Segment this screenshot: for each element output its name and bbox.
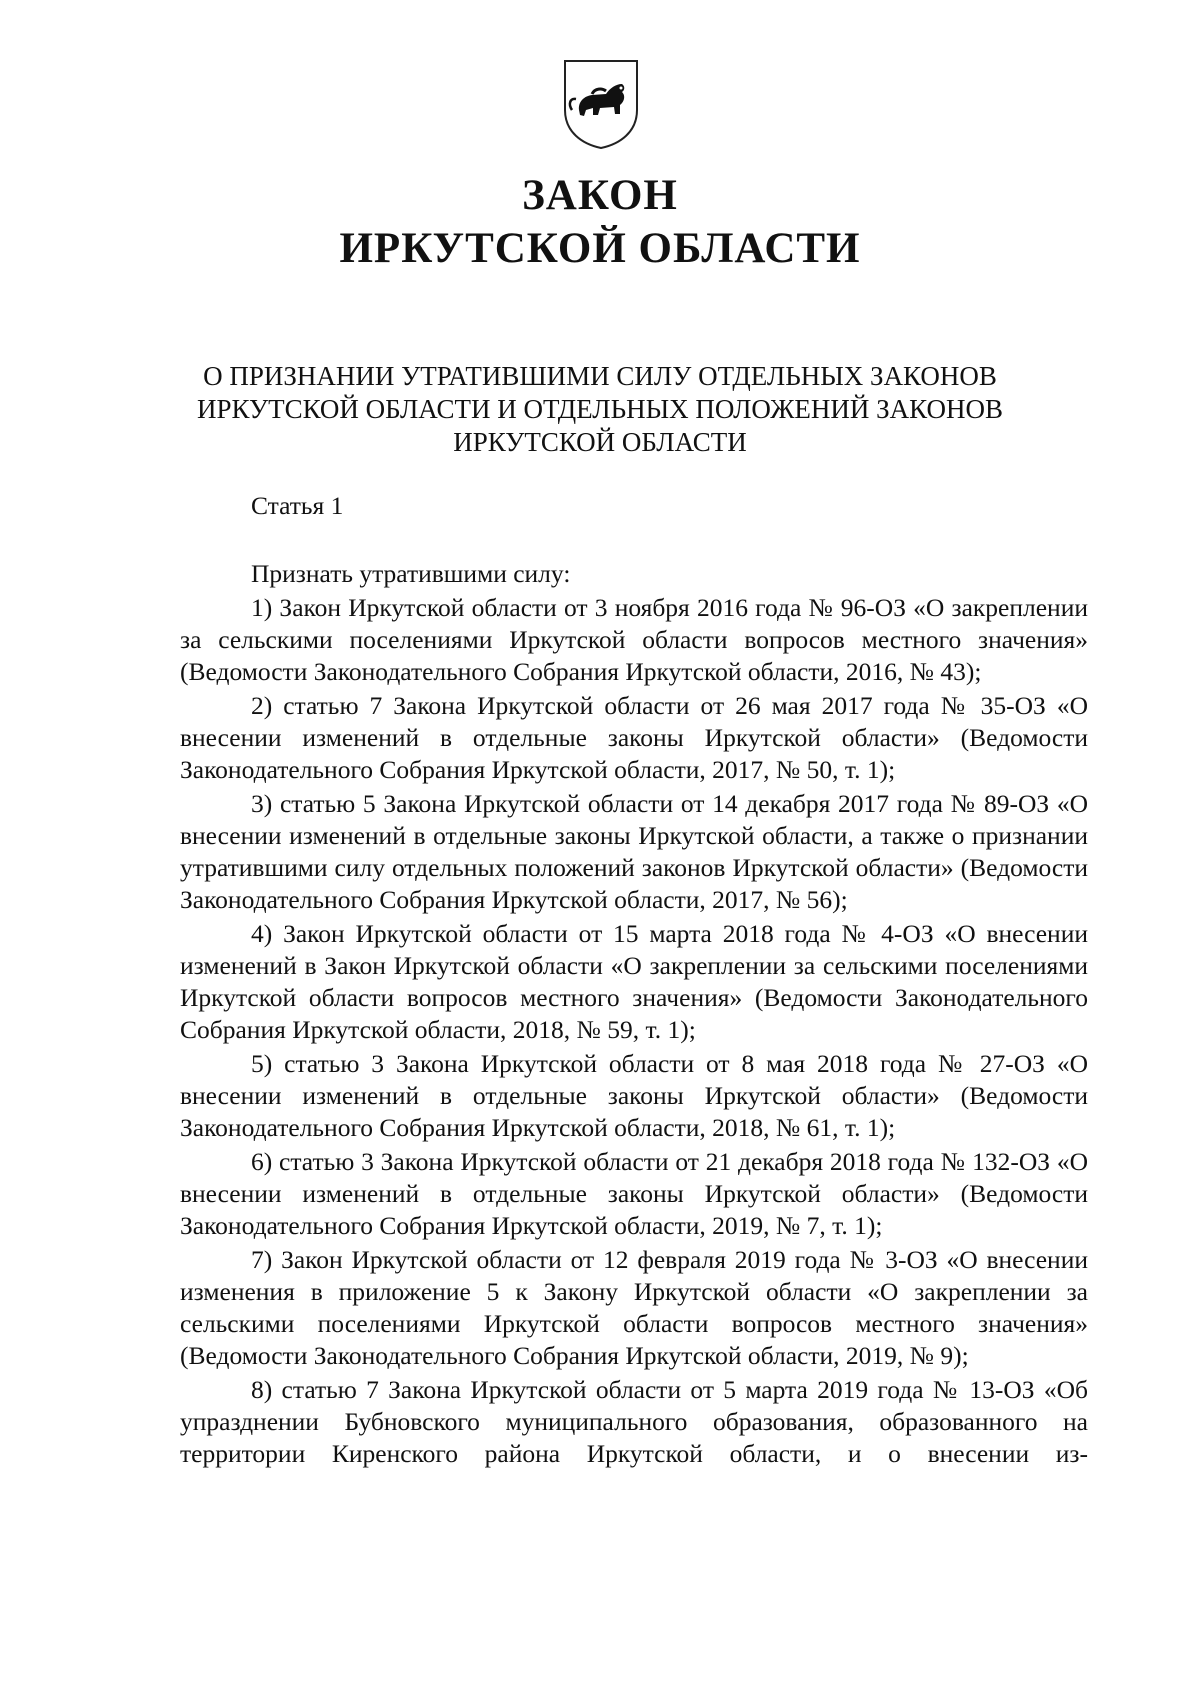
document-subtitle: О ПРИЗНАНИИ УТРАТИВШИМИ СИЛУ ОТДЕЛЬНЫХ ЗАКОНОВ ИРКУТСКОЙ ОБЛАСТИ И ОТДЕЛЬНЫХ ПОЛОЖЕНИЙ ЗАКОНОВ ИРКУТСКОЙ ОБЛАСТИ <box>196 361 1004 457</box>
list-item: 1) Закон Иркутской области от 3 ноября 2016 года № 96-ОЗ «О закреплении за сельскими поселениями Иркутской области вопросов местного значения» (Ведомости Законодательного Собрания Иркутской области, 2016, № 43); <box>180 593 1088 686</box>
article-heading: Статья 1 <box>251 491 344 520</box>
list-item: 2) статью 7 Закона Иркутской области от 26 мая 2017 года № 35-ОЗ «О внесении изменений в отдельные законы Иркутской области» (Ведомости Законодательного Собрания Иркутской области, 2017, № 50, т. 1); <box>180 691 1088 784</box>
region-title: ИРКУТСКОЙ ОБЛАСТИ <box>339 225 861 272</box>
article-body <box>180 558 1088 1470</box>
list-item: 7) Закон Иркутской области от 12 февраля 2019 года № 3-ОЗ «О внесении изменения в приложение 5 к Закону Иркутской области «О закреплении за сельскими поселениями Иркутской области вопросов местного значения» (Ведомости Законодательного Собрания Иркутской области, 2019, № 9); <box>180 1245 1088 1370</box>
irkutsk-coat-of-arms-icon <box>562 58 640 150</box>
list-item: 5) статью 3 Закона Иркутской области от 8 мая 2018 года № 27-ОЗ «О внесении изменений в отдельные законы Иркутской области» (Ведомости Законодательного Собрания Иркутской области, 2018, № 61, т. 1); <box>180 1049 1088 1142</box>
list-item: 4) Закон Иркутской области от 15 марта 2018 года № 4-ОЗ «О внесении изменений в Закон Иркутской области «О закреплении за сельскими поселениями Иркутской области вопросов местного значения» (Ведомости Законодательного Собрания Иркутской области, 2018, № 59, т. 1); <box>180 919 1088 1044</box>
list-item: 6) статью 3 Закона Иркутской области от 21 декабря 2018 года № 132-ОЗ «О внесении изменений в отдельные законы Иркутской области» (Ведомости Законодательного Собрания Иркутской области, 2019, № 7, т. 1); <box>180 1147 1088 1240</box>
list-item: 3) статью 5 Закона Иркутской области от 14 декабря 2017 года № 89-ОЗ «О внесении изменений в отдельные законы Иркутской области, а также о признании утратившими силу отдельных положений законов Иркутской области» (Ведомости Законодательного Собрания Иркутской области, 2017, № 56); <box>180 789 1088 914</box>
list-item: 8) статью 7 Закона Иркутской области от 5 марта 2019 года № 13-ОЗ «Об упразднении Бубновского муниципального образования, образованного на территории Киренского района Иркутской области, и о внесении из- <box>180 1375 1088 1468</box>
law-title: ЗАКОН <box>522 172 678 219</box>
article-intro: Признать утратившими силу: <box>251 559 571 588</box>
